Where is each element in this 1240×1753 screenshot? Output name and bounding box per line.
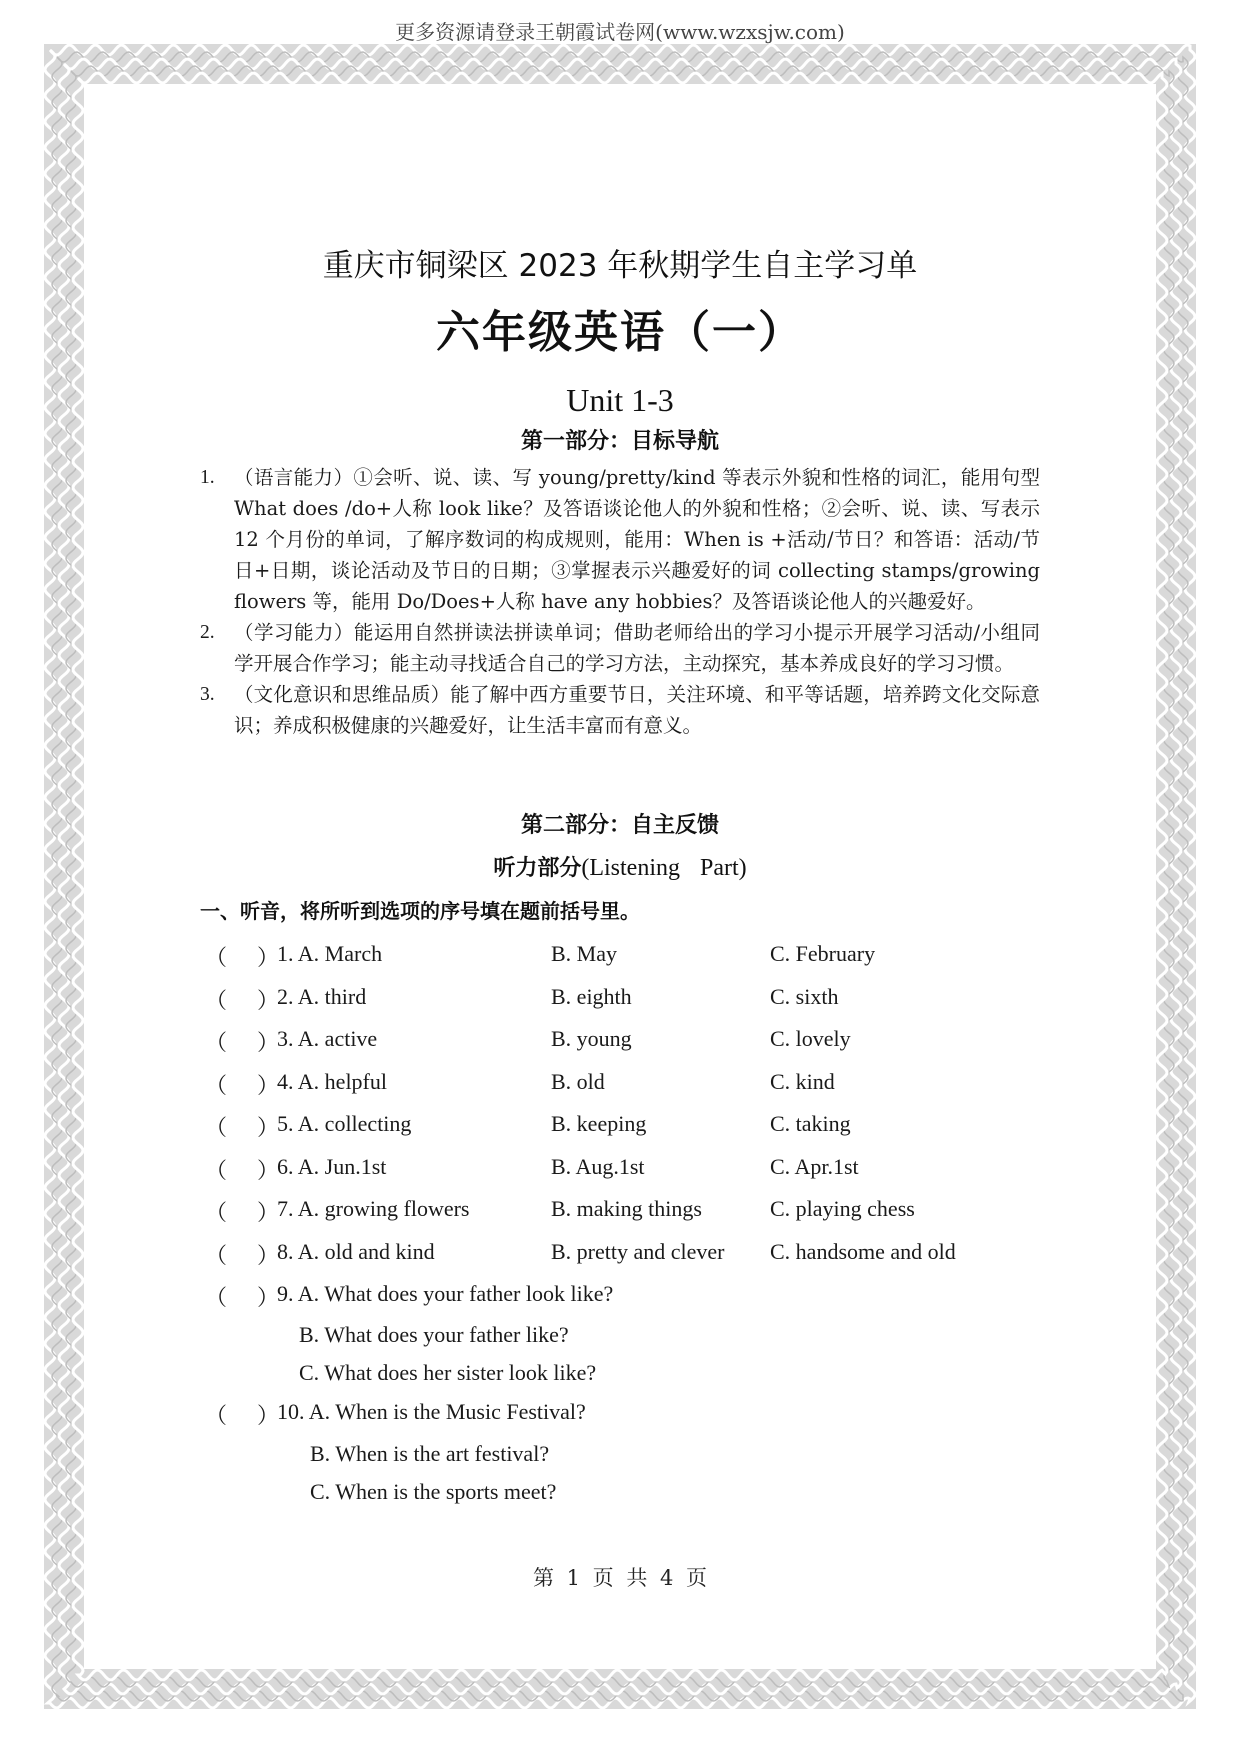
- answer-paren-open[interactable]: （: [205, 1073, 228, 1098]
- option-b: B. young: [551, 1026, 632, 1051]
- goal-item: [200, 617, 1040, 679]
- question-row: [205, 1281, 1045, 1315]
- listening-heading-cn: 听力部分: [493, 856, 582, 881]
- goal-number: 1.: [200, 467, 215, 488]
- option-b: B. keeping: [551, 1111, 647, 1136]
- option-a: 3. A. active: [277, 1026, 378, 1051]
- page-number-footer: 第 1 页 共 4 页: [532, 1566, 708, 1590]
- question-row: [205, 1196, 1045, 1230]
- option-b: B. When is the art festival?: [310, 1441, 550, 1466]
- option-c: C. February: [770, 941, 876, 966]
- answer-paren-open[interactable]: （: [205, 1158, 228, 1183]
- answer-paren-close: ）: [257, 1030, 280, 1055]
- part1-heading: 第一部分：目标导航: [520, 429, 719, 454]
- goal-text: （学习能力）能运用自然拼读法拼读单词；借助老师给出的学习小提示开展学习活动/小组同学开展合作学习；能主动寻找适合自己的学习方法，主动探究，基本养成良好的学习习惯。: [234, 621, 1040, 675]
- document-title: 重庆市铜梁区 2023 年秋期学生自主学习单: [322, 248, 918, 284]
- listening-heading: [0, 851, 1240, 882]
- option-a: 5. A. collecting: [277, 1111, 412, 1136]
- question-row: [205, 1111, 1045, 1145]
- option-b: B. May: [551, 941, 617, 966]
- answer-paren-open[interactable]: （: [205, 1243, 228, 1268]
- answer-paren-close: ）: [257, 1200, 280, 1225]
- option-c: C. sixth: [770, 984, 839, 1009]
- question-row: [205, 941, 1045, 975]
- option-c: C. taking: [770, 1111, 851, 1136]
- question-row: [205, 1026, 1045, 1060]
- option-b: B. old: [551, 1069, 605, 1094]
- option-b: B. making things: [551, 1196, 702, 1221]
- part2-heading: 第二部分：自主反馈: [520, 813, 719, 838]
- option-b: B. pretty and clever: [551, 1239, 725, 1264]
- answer-paren-close: ）: [257, 945, 280, 970]
- option-c: C. handsome and old: [770, 1239, 956, 1264]
- answer-paren-open[interactable]: （: [205, 1403, 228, 1428]
- option-c: C. When is the sports meet?: [310, 1479, 557, 1504]
- option-b: B. What does your father like?: [299, 1322, 569, 1347]
- answer-paren-close: ）: [257, 1073, 280, 1098]
- answer-paren-close: ）: [257, 1158, 280, 1183]
- unit-title: Unit 1-3: [566, 382, 674, 418]
- goal-number: 2.: [200, 622, 215, 643]
- top-banner: 更多资源请登录王朝霞试卷网(www.wzxsjw.com): [395, 20, 845, 44]
- answer-paren-open[interactable]: （: [205, 945, 228, 970]
- option-b: B. Aug.1st: [551, 1154, 645, 1179]
- goal-text: （文化意识和思维品质）能了解中西方重要节日，关注环境、和平等话题，培养跨文化交际意识；养成积极健康的兴趣爱好，让生活丰富而有意义。: [234, 683, 1040, 737]
- listening-heading-en: (Listening Part): [581, 855, 747, 881]
- question-row: [205, 1399, 1045, 1433]
- option-a: 8. A. old and kind: [277, 1239, 435, 1264]
- option-c: C. What does her sister look like?: [299, 1360, 597, 1385]
- option-a: 6. A. Jun.1st: [277, 1154, 387, 1179]
- option-c: C. Apr.1st: [770, 1154, 859, 1179]
- answer-paren-close: ）: [257, 1115, 280, 1140]
- option-a: 1. A. March: [277, 941, 383, 966]
- question-row: [205, 1239, 1045, 1273]
- answer-paren-open[interactable]: （: [205, 1200, 228, 1225]
- question-row: [205, 984, 1045, 1018]
- question-row: [205, 1154, 1045, 1188]
- option-a: 2. A. third: [277, 984, 367, 1009]
- goals-list: [200, 462, 1040, 741]
- answer-paren-close: ）: [257, 1243, 280, 1268]
- option-c: C. lovely: [770, 1026, 851, 1051]
- answer-paren-close: ）: [257, 1403, 280, 1428]
- answer-paren-open[interactable]: （: [205, 1115, 228, 1140]
- question-row: [205, 1069, 1045, 1103]
- goal-number: 3.: [200, 684, 215, 705]
- option-c: C. playing chess: [770, 1196, 915, 1221]
- option-a: 4. A. helpful: [277, 1069, 387, 1094]
- option-b: B. eighth: [551, 984, 632, 1009]
- answer-paren-open[interactable]: （: [205, 1030, 228, 1055]
- option-a: 7. A. growing flowers: [277, 1196, 470, 1221]
- option-a: 10. A. When is the Music Festival?: [277, 1399, 586, 1424]
- answer-paren-open[interactable]: （: [205, 988, 228, 1013]
- answer-paren-open[interactable]: （: [205, 1285, 228, 1310]
- option-a: 9. A. What does your father look like?: [277, 1281, 614, 1306]
- listening-instruction: 一、听音，将所听到选项的序号填在题前括号里。: [200, 899, 640, 923]
- option-c: C. kind: [770, 1069, 835, 1094]
- goal-text: （语言能力）①会听、说、读、写 young/pretty/kind 等表示外貌和性格的词汇，能用句型 What does /do+人称 look like？及答语谈论他人的外貌和性格；②会听、说、读、写表示 12 个月份的单词，了解序数词的构成规则，能用：When is +活动/节日？和答语：活动/节日+日期，谈论活动及节日的日期；③掌握表示兴趣爱好的词 collecting stamps/growing flowers 等，能用 Do/Does+人称 have any hobbies？及答语谈论他人的兴趣爱好。: [234, 466, 1040, 613]
- goal-item: [200, 679, 1040, 741]
- goal-item: [200, 462, 1040, 617]
- answer-paren-close: ）: [257, 988, 280, 1013]
- answer-paren-close: ）: [257, 1285, 280, 1310]
- document-subtitle: 六年级英语（一）: [436, 307, 804, 358]
